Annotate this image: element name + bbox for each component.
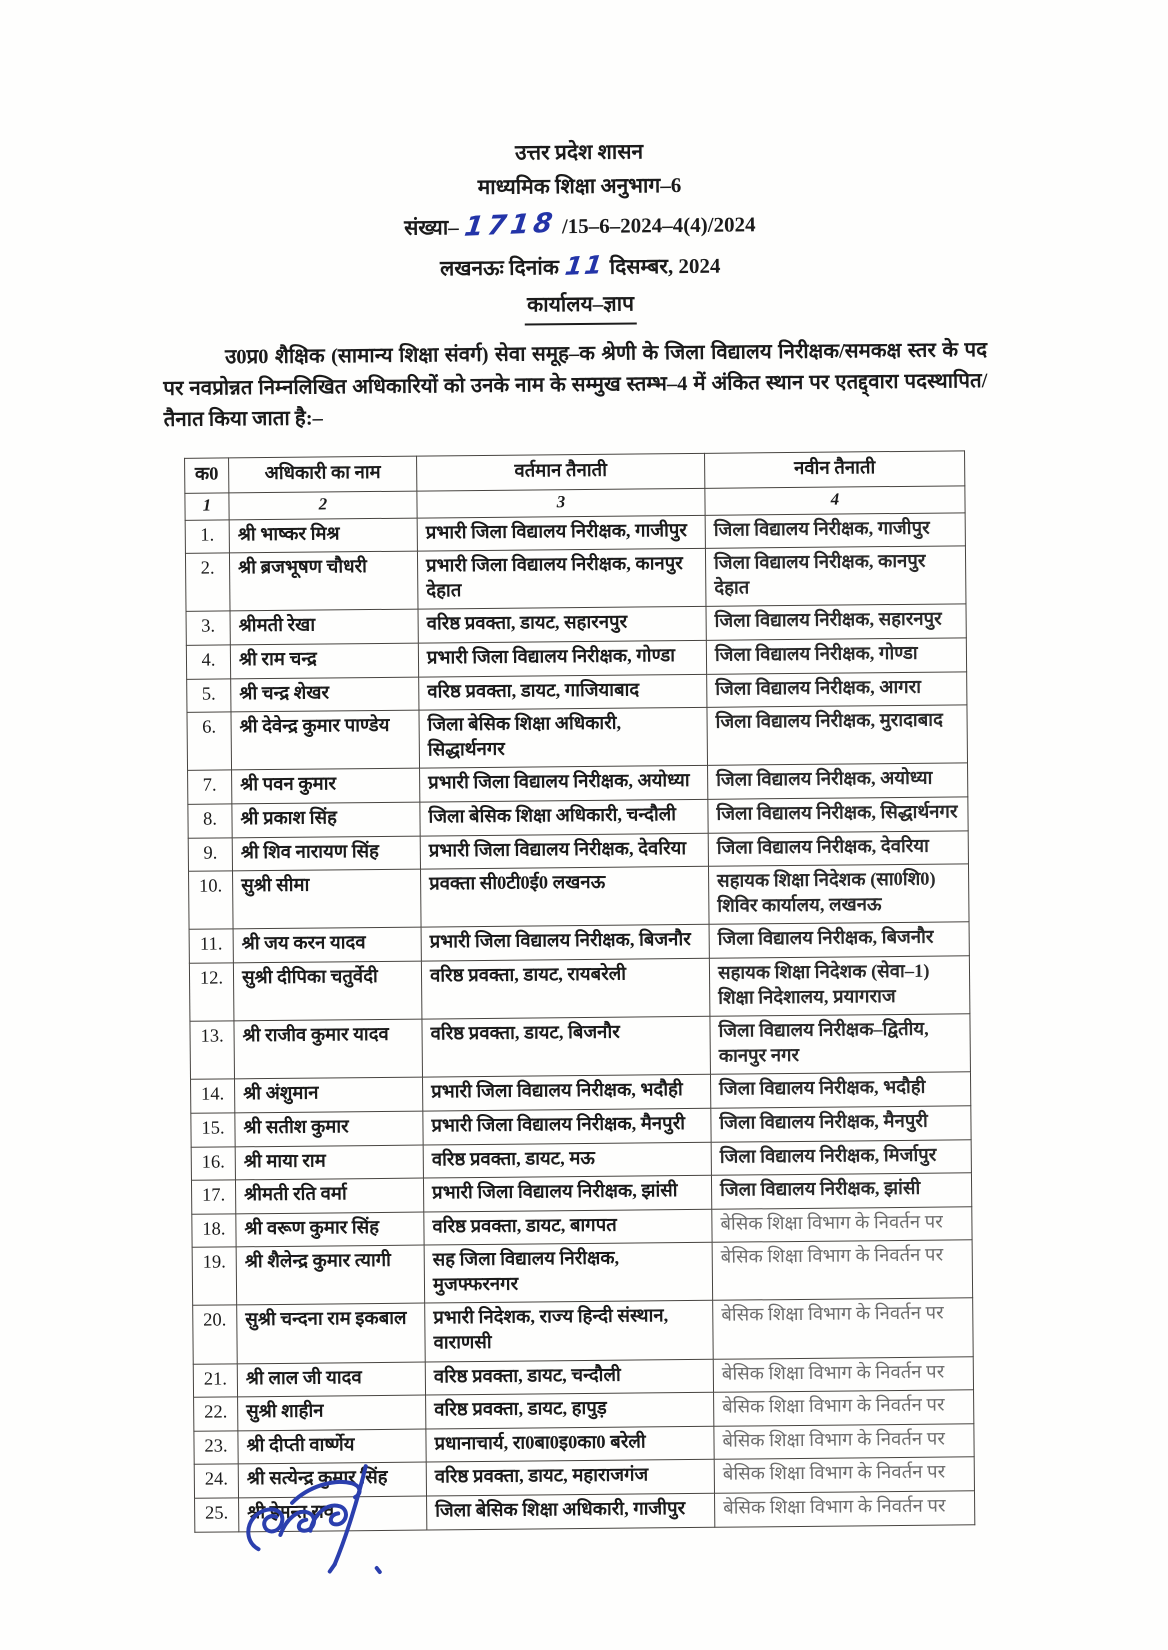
table-body [185, 512, 975, 1531]
table-row [185, 546, 966, 612]
reference-prefix: संख्या– [404, 215, 459, 240]
serial-cell: 13. [190, 1021, 235, 1080]
current-posting-cell: प्रभारी जिला विद्यालय निरीक्षक, कानपुर देहात [417, 549, 706, 610]
new-posting-cell: जिला विद्यालय निरीक्षक, भदौही [710, 1072, 970, 1108]
serial-cell: 22. [194, 1397, 238, 1431]
col-number-4: 4 [705, 486, 965, 515]
current-posting-cell: जिला बेसिक शिक्षा अधिकारी, सिद्धार्थनगर [419, 708, 708, 769]
letterhead [0, 130, 1165, 330]
table-row [193, 1298, 974, 1364]
officer-name-cell: श्री हेमन्त राव [239, 1496, 427, 1531]
serial-cell: 10. [189, 871, 234, 930]
col-number-3: 3 [417, 488, 705, 517]
current-posting-cell: वरिष्ठ प्रवक्ता, डायट, बागपत [424, 1209, 712, 1245]
new-posting-cell: बेसिक शिक्षा विभाग के निवर्तन पर [712, 1207, 972, 1243]
serial-cell: 3. [186, 611, 230, 645]
current-posting-cell: वरिष्ठ प्रवक्ता, डायट, महाराजगंज [426, 1460, 714, 1496]
new-posting-cell: जिला विद्यालय निरीक्षक, देवरिया [708, 830, 968, 866]
date-suffix: दिसम्बर, 2024 [609, 254, 721, 280]
col-number-1: 1 [185, 493, 229, 520]
current-posting-cell: प्रभारी जिला विद्यालय निरीक्षक, देवरिया [420, 833, 708, 869]
new-posting-cell: जिला विद्यालय निरीक्षक, सिद्धार्थनगर [708, 797, 968, 833]
current-posting-cell: प्रभारी निदेशक, राज्य हिन्दी संस्थान, वाराणसी [425, 1301, 714, 1362]
col-number-2: 2 [229, 491, 417, 519]
officer-name-cell: श्री माया राम [235, 1145, 423, 1180]
new-posting-cell: जिला विद्यालय निरीक्षक, अयोध्या [708, 763, 968, 799]
new-posting-cell: जिला विद्यालय निरीक्षक, मिर्जापुर [711, 1139, 971, 1175]
serial-cell: 2. [185, 553, 230, 612]
handwritten-reference-number: 1718 [462, 207, 559, 243]
officer-name-cell: श्री देवेन्द्र कुमार पाण्डेय [231, 710, 420, 770]
officer-name-cell: सुश्री चन्दना राम इकबाल [237, 1304, 426, 1364]
current-posting-cell: प्रवक्ता सी0टी0ई0 लखनऊ [421, 866, 710, 927]
officer-name-cell: सुश्री शाहीन [238, 1395, 426, 1430]
current-posting-cell: वरिष्ठ प्रवक्ता, डायट, सहारनपुर [418, 607, 706, 643]
officer-name-cell: श्री चन्द्र शेखर [231, 677, 419, 712]
officer-name-cell: श्री अंशुमान [235, 1077, 423, 1112]
officer-name-cell: श्री राम चन्द्र [230, 643, 418, 678]
current-posting-cell: वरिष्ठ प्रवक्ता, डायट, मऊ [423, 1142, 711, 1178]
serial-cell: 21. [193, 1364, 237, 1398]
current-posting-cell: प्रभारी जिला विद्यालय निरीक्षक, अयोध्या [420, 766, 708, 802]
current-posting-cell: वरिष्ठ प्रवक्ता, डायट, रायबरेली [421, 958, 710, 1019]
serial-cell: 24. [194, 1464, 238, 1498]
officer-name-cell: श्री पवन कुमार [232, 768, 420, 803]
postings-table [184, 451, 975, 1533]
table-row [192, 1240, 973, 1306]
serial-cell: 6. [187, 712, 232, 771]
officer-name-cell: श्री दीप्ती वार्ष्णेय [238, 1429, 426, 1464]
serial-cell: 17. [191, 1180, 235, 1214]
serial-cell: 25. [195, 1498, 239, 1532]
new-posting-cell: सहायक शिक्षा निदेशक (सेवा–1) शिक्षा निदेशालय, प्रयागराज [709, 956, 970, 1017]
current-posting-cell: प्रभारी जिला विद्यालय निरीक्षक, मैनपुरी [423, 1108, 711, 1144]
new-posting-cell: जिला विद्यालय निरीक्षक, मैनपुरी [711, 1106, 971, 1142]
col-header-new-posting: नवीन तैनाती [705, 451, 965, 488]
col-header-current-posting: वर्तमान तैनाती [417, 454, 705, 491]
officer-name-cell: श्री सत्येन्द्र कुमार सिंह [238, 1463, 426, 1498]
officer-name-cell: श्री सतीश कुमार [235, 1111, 423, 1146]
current-posting-cell: प्रभारी जिला विद्यालय निरीक्षक, झांसी [423, 1175, 711, 1211]
new-posting-cell: बेसिक शिक्षा विभाग के निवर्तन पर [714, 1390, 974, 1426]
new-posting-cell: बेसिक शिक्षा विभाग के निवर्तन पर [715, 1491, 975, 1527]
table-row [187, 705, 968, 771]
officer-name-cell: श्री शैलेन्द्र कुमार त्यागी [236, 1245, 425, 1305]
new-posting-cell: जिला विद्यालय निरीक्षक, झांसी [711, 1173, 971, 1209]
signature-scribble [236, 1450, 397, 1582]
current-posting-cell: प्रभारी जिला विद्यालय निरीक्षक, बिजनौर [421, 925, 709, 961]
place-date-prefix: लखनऊः दिनांक [439, 255, 560, 281]
section-name: माध्यमिक शिक्षा अनुभाग–6 [477, 172, 682, 199]
new-posting-cell: बेसिक शिक्षा विभाग के निवर्तन पर [714, 1424, 974, 1460]
serial-cell: 4. [186, 645, 230, 679]
new-posting-cell: जिला विद्यालय निरीक्षक, गोण्डा [706, 638, 966, 674]
officer-name-cell: श्री प्रकाश सिंह [232, 802, 420, 837]
serial-cell: 9. [188, 837, 232, 871]
current-posting-cell: प्रभारी जिला विद्यालय निरीक्षक, गोण्डा [418, 640, 706, 676]
new-posting-cell: बेसिक शिक्षा विभाग के निवर्तन पर [713, 1356, 973, 1392]
serial-cell: 18. [192, 1214, 236, 1248]
serial-cell: 23. [194, 1431, 238, 1465]
current-posting-cell: वरिष्ठ प्रवक्ता, डायट, हापुड़ [426, 1393, 714, 1429]
current-posting-cell: वरिष्ठ प्रवक्ता, डायट, गाजियाबाद [419, 674, 707, 710]
officer-name-cell: श्री राजीव कुमार यादव [234, 1019, 423, 1079]
new-posting-cell: जिला विद्यालय निरीक्षक, सहारनपुर [706, 604, 966, 640]
org-name: उत्तर प्रदेश शासन [514, 139, 644, 165]
table-row [190, 1014, 971, 1080]
current-posting-cell: सह जिला विद्यालय निरीक्षक, मुजफ्फरनगर [424, 1243, 713, 1304]
officer-name-cell: श्री लाल जी यादव [237, 1362, 425, 1397]
new-posting-cell: जिला विद्यालय निरीक्षक, आगरा [707, 671, 967, 707]
table-row [189, 864, 970, 930]
officer-name-cell: श्री जय करन यादव [233, 927, 421, 962]
reference-suffix: /15–6–2024–4(4)/2024 [561, 212, 756, 239]
memo-title: कार्यालय–ज्ञाप [524, 288, 637, 326]
col-header-serial: क0 [185, 458, 229, 493]
serial-cell: 19. [192, 1247, 237, 1306]
officer-name-cell: श्री ब्रजभूषण चौधरी [229, 551, 418, 611]
new-posting-cell: बेसिक शिक्षा विभाग के निवर्तन पर [712, 1240, 973, 1301]
new-posting-cell: बेसिक शिक्षा विभाग के निवर्तन पर [714, 1457, 974, 1493]
officer-name-cell: श्रीमती रति वर्मा [235, 1178, 423, 1213]
serial-cell: 8. [188, 804, 232, 838]
serial-cell: 11. [189, 929, 233, 963]
serial-cell: 20. [193, 1305, 238, 1364]
officer-name-cell: श्रीमती रेखा [230, 610, 418, 645]
current-posting-cell: वरिष्ठ प्रवक्ता, डायट, बिजनौर [422, 1016, 711, 1077]
current-posting-cell: प्रभारी जिला विद्यालय निरीक्षक, गाजीपुर [417, 515, 705, 551]
serial-cell: 7. [188, 770, 232, 804]
current-posting-cell: प्रभारी जिला विद्यालय निरीक्षक, भदौही [422, 1075, 710, 1111]
serial-cell: 14. [191, 1079, 235, 1113]
serial-cell: 15. [191, 1113, 235, 1147]
new-posting-cell: जिला विद्यालय निरीक्षक, कानपुर देहात [705, 546, 966, 607]
officer-name-cell: श्री वरूण कुमार सिंह [236, 1212, 424, 1247]
new-posting-cell: जिला विद्यालय निरीक्षक–द्वितीय, कानपुर नगर [710, 1014, 971, 1075]
current-posting-cell: प्रधानाचार्य, रा0बा0इ0का0 बरेली [426, 1426, 714, 1462]
order-paragraph: उ0प्र0 शैक्षिक (सामान्य शिक्षा संवर्ग) सेवा समूह–क श्रेणी के जिला विद्यालय निरीक्षक/समकक्ष स्तर के पद पर नवप्रोन्नत निम्नलिखित अधिकारियों को उनके नाम के सम्मुख स्तम्भ–4 में अंकित स्थान पर एतद्द्वारा पदस्थापित/तैनात किया जाता है:– [163, 339, 988, 432]
serial-cell: 1. [185, 520, 229, 554]
officer-name-cell: सुश्री दीपिका चतुर्वेदी [233, 961, 422, 1021]
col-header-name: अधिकारी का नाम [229, 457, 417, 493]
officer-name-cell: श्री शिव नारायण सिंह [232, 836, 420, 871]
new-posting-cell: बेसिक शिक्षा विभाग के निवर्तन पर [713, 1298, 974, 1359]
current-posting-cell: जिला बेसिक शिक्षा अधिकारी, चन्दौली [420, 799, 708, 835]
handwritten-date: 11 [562, 250, 606, 282]
serial-cell: 5. [187, 679, 231, 713]
new-posting-cell: जिला विद्यालय निरीक्षक, बिजनौर [709, 922, 969, 958]
current-posting-cell: जिला बेसिक शिक्षा अधिकारी, गाजीपुर [427, 1493, 715, 1529]
officer-name-cell: श्री भाष्कर मिश्र [229, 518, 417, 553]
new-posting-cell: सहायक शिक्षा निदेशक (सा0शि0) शिविर कार्यालय, लखनऊ [708, 864, 969, 925]
serial-cell: 16. [191, 1146, 235, 1180]
current-posting-cell: वरिष्ठ प्रवक्ता, डायट, चन्दौली [425, 1359, 713, 1395]
table-row [189, 956, 970, 1022]
new-posting-cell: जिला विद्यालय निरीक्षक, गाजीपुर [705, 512, 965, 548]
serial-cell: 12. [189, 963, 234, 1022]
new-posting-cell: जिला विद्यालय निरीक्षक, मुरादाबाद [707, 705, 968, 766]
officer-name-cell: सुश्री सीमा [233, 869, 422, 929]
